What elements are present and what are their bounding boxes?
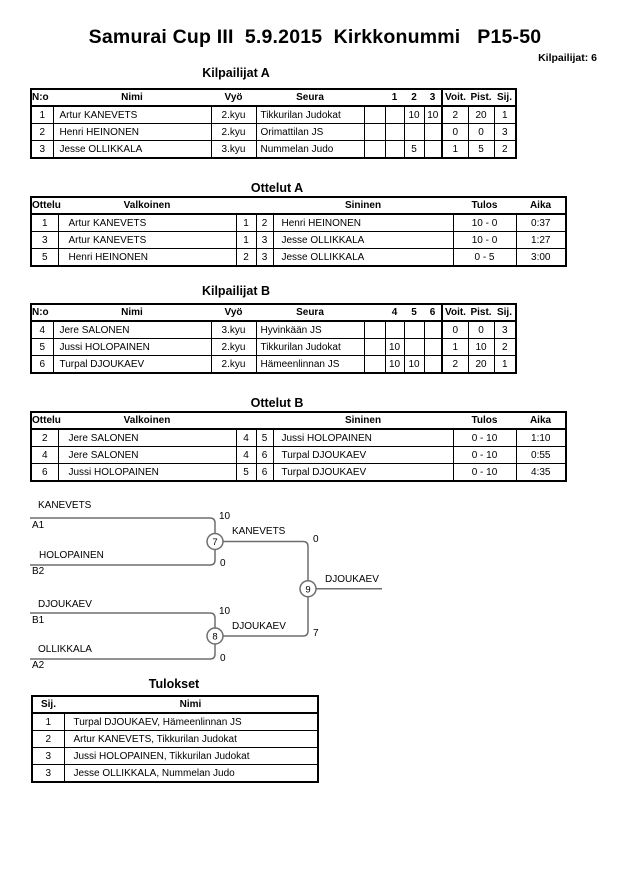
score-vs-1 [385, 124, 404, 141]
col-header-belt: Vyö [211, 89, 256, 106]
col-header-spacer [364, 304, 385, 321]
score-vs-6 [424, 321, 442, 339]
match-result: 0 - 10 [453, 429, 516, 447]
competitor-belt: 2.kyu [211, 106, 256, 124]
match-row [31, 464, 566, 482]
match-result: 0 - 5 [453, 249, 516, 267]
table-header-row [31, 89, 516, 106]
competitor-belt: 3.kyu [211, 321, 256, 339]
section-title-matches-a: Ottelut A [250, 181, 304, 195]
col-header-opponent-5: 5 [404, 304, 424, 321]
wins-cell: 2 [442, 356, 468, 374]
match-number: 5 [31, 249, 58, 267]
white-number: 4 [236, 447, 256, 464]
place-cell: 3 [494, 124, 516, 141]
competitor-name: Jussi HOLOPAINEN [53, 339, 211, 356]
match-8-number: 8 [212, 631, 218, 643]
score-vs-2: 5 [404, 141, 424, 159]
match-result: 0 - 10 [453, 464, 516, 482]
score-vs-1 [385, 106, 404, 124]
col-header-points: Pist. [468, 89, 494, 106]
white-competitor: Jere SALONEN [58, 447, 236, 464]
competitor-name: Jere SALONEN [53, 321, 211, 339]
white-number: 1 [236, 214, 256, 232]
result-row [32, 713, 318, 731]
white-number: 5 [236, 464, 256, 482]
competitor-count-label: Kilpailijat: 6 [538, 52, 597, 64]
white-number: 1 [236, 232, 256, 249]
white-competitor: Artur KANEVETS [58, 214, 236, 232]
col-header-place: Sij. [32, 696, 64, 713]
bracket-score: 10 [219, 606, 231, 617]
bracket-seed-label: B1 [32, 615, 45, 626]
col-header-club: Seura [256, 89, 364, 106]
match-time: 1:27 [516, 232, 566, 249]
spacer-cell [364, 141, 385, 159]
white-competitor: Jere SALONEN [58, 429, 236, 447]
col-header-white: Valkoinen [58, 412, 236, 429]
match-number: 2 [31, 429, 58, 447]
col-header-opponent-3: 3 [424, 89, 442, 106]
pool-a-table [30, 88, 517, 159]
score-vs-5: 10 [404, 356, 424, 374]
col-header-club: Seura [256, 304, 364, 321]
col-header-result: Tulos [453, 412, 516, 429]
competitor-row [31, 141, 516, 159]
place-cell: 1 [494, 356, 516, 374]
white-competitor: Henri HEINONEN [58, 249, 236, 267]
wins-cell: 1 [442, 339, 468, 356]
competitor-row [31, 321, 516, 339]
results-table [31, 695, 319, 783]
match-number: 1 [31, 214, 58, 232]
result-name: Jussi HOLOPAINEN, Tikkurilan Judokat [64, 748, 318, 765]
white-competitor: Artur KANEVETS [58, 232, 236, 249]
col-header-match: Ottelu [31, 197, 58, 214]
col-header-wins: Voit. [442, 304, 468, 321]
col-header-belt: Vyö [211, 304, 256, 321]
competitor-club: Hyvinkään JS [256, 321, 364, 339]
match-result: 10 - 0 [453, 232, 516, 249]
col-header-number: N:o [31, 89, 53, 106]
spacer-cell [364, 339, 385, 356]
points-cell: 0 [468, 124, 494, 141]
competitor-club: Hämeenlinnan JS [256, 356, 364, 374]
competitor-number: 4 [31, 321, 53, 339]
competitor-number: 2 [31, 124, 53, 141]
match-time: 0:37 [516, 214, 566, 232]
spacer-cell [364, 356, 385, 374]
result-row [32, 731, 318, 748]
table-header-row [31, 412, 566, 429]
bracket-winner-label: DJOUKAEV [232, 621, 286, 632]
blue-competitor: Turpal DJOUKAEV [273, 464, 453, 482]
score-vs-3 [424, 124, 442, 141]
competitor-row [31, 106, 516, 124]
match-time: 3:00 [516, 249, 566, 267]
blue-competitor: Jesse OLLIKKALA [273, 232, 453, 249]
col-header-number: N:o [31, 304, 53, 321]
blue-number: 5 [256, 429, 273, 447]
blue-number: 3 [256, 249, 273, 267]
blue-competitor: Turpal DJOUKAEV [273, 447, 453, 464]
bracket-winner-label: KANEVETS [232, 526, 286, 537]
score-vs-3: 10 [424, 106, 442, 124]
competitor-row [31, 356, 516, 374]
competitor-number: 6 [31, 356, 53, 374]
points-cell: 0 [468, 321, 494, 339]
match-number: 3 [31, 232, 58, 249]
score-vs-5 [404, 339, 424, 356]
match-time: 1:10 [516, 429, 566, 447]
competitor-club: Tikkurilan Judokat [256, 339, 364, 356]
matches-a-table [30, 196, 567, 267]
bracket-score: 10 [219, 511, 231, 522]
place-cell: 2 [494, 141, 516, 159]
col-header-blue-no [256, 197, 273, 214]
blue-number: 3 [256, 232, 273, 249]
score-vs-3 [424, 141, 442, 159]
bracket-champion-label: DJOUKAEV [325, 574, 379, 585]
blue-number: 6 [256, 464, 273, 482]
spacer-cell [364, 124, 385, 141]
competitor-belt: 2.kyu [211, 356, 256, 374]
col-header-name: Nimi [53, 89, 211, 106]
col-header-white-no [236, 197, 256, 214]
competitor-club: Tikkurilan Judokat [256, 106, 364, 124]
col-header-place: Sij. [494, 304, 516, 321]
competitor-number: 5 [31, 339, 53, 356]
table-header-row [31, 197, 566, 214]
page-title: Samurai Cup III 5.9.2015 Kirkkonummi P15-50 [88, 26, 542, 48]
wins-cell: 1 [442, 141, 468, 159]
competitor-belt: 3.kyu [211, 141, 256, 159]
result-row [32, 765, 318, 783]
match-result: 0 - 10 [453, 447, 516, 464]
table-header-row [31, 304, 516, 321]
col-header-white-no [236, 412, 256, 429]
col-header-name: Nimi [64, 696, 318, 713]
white-number: 2 [236, 249, 256, 267]
result-name: Turpal DJOUKAEV, Hämeenlinnan JS [64, 713, 318, 731]
result-place: 3 [32, 765, 64, 783]
competitor-name: Jesse OLLIKKALA [53, 141, 211, 159]
blue-number: 2 [256, 214, 273, 232]
match-time: 0:55 [516, 447, 566, 464]
blue-competitor: Henri HEINONEN [273, 214, 453, 232]
matches-b-table [30, 411, 567, 482]
col-header-time: Aika [516, 197, 566, 214]
section-title-matches-b: Ottelut B [250, 396, 304, 410]
col-header-place: Sij. [494, 89, 516, 106]
match-9-number: 9 [305, 584, 311, 596]
points-cell: 10 [468, 339, 494, 356]
bracket-competitor-label: DJOUKAEV [38, 599, 92, 610]
place-cell: 1 [494, 106, 516, 124]
match-row [31, 249, 566, 267]
section-title-pool-b: Kilpailijat B [201, 284, 271, 298]
col-header-name: Nimi [53, 304, 211, 321]
match-number: 4 [31, 447, 58, 464]
col-header-opponent-1: 1 [385, 89, 404, 106]
bracket-score: 7 [313, 628, 319, 639]
section-title-results: Tulokset [148, 677, 200, 691]
spacer-cell [364, 321, 385, 339]
col-header-time: Aika [516, 412, 566, 429]
col-header-wins: Voit. [442, 89, 468, 106]
score-vs-1 [385, 141, 404, 159]
result-name: Artur KANEVETS, Tikkurilan Judokat [64, 731, 318, 748]
bracket-seed-label: B2 [32, 566, 45, 577]
result-place: 2 [32, 731, 64, 748]
bracket-seed-label: A1 [32, 520, 45, 531]
col-header-spacer [364, 89, 385, 106]
wins-cell: 0 [442, 321, 468, 339]
col-header-result: Tulos [453, 197, 516, 214]
wins-cell: 0 [442, 124, 468, 141]
competitor-row [31, 339, 516, 356]
place-cell: 2 [494, 339, 516, 356]
competitor-club: Orimattilan JS [256, 124, 364, 141]
col-header-opponent-2: 2 [404, 89, 424, 106]
score-vs-4: 10 [385, 356, 404, 374]
pool-b-table [30, 303, 517, 374]
bracket-score: 0 [220, 558, 226, 569]
competitor-number: 3 [31, 141, 53, 159]
match-row [31, 232, 566, 249]
col-header-match: Ottelu [31, 412, 58, 429]
elimination-bracket [25, 495, 410, 680]
col-header-white: Valkoinen [58, 197, 236, 214]
competitor-name: Henri HEINONEN [53, 124, 211, 141]
competitor-name: Artur KANEVETS [53, 106, 211, 124]
score-vs-2: 10 [404, 106, 424, 124]
col-header-opponent-6: 6 [424, 304, 442, 321]
bracket-competitor-label: HOLOPAINEN [39, 550, 104, 561]
table-header-row [32, 696, 318, 713]
result-place: 1 [32, 713, 64, 731]
competitor-name: Turpal DJOUKAEV [53, 356, 211, 374]
match-7-number: 7 [212, 537, 218, 548]
bracket-competitor-label: OLLIKKALA [38, 644, 92, 655]
score-vs-5 [404, 321, 424, 339]
col-header-blue: Sininen [273, 412, 453, 429]
competitor-row [31, 124, 516, 141]
section-title-pool-a: Kilpailijat A [202, 66, 270, 80]
score-vs-6 [424, 339, 442, 356]
match-row [31, 429, 566, 447]
blue-number: 6 [256, 447, 273, 464]
match-number: 6 [31, 464, 58, 482]
score-vs-4 [385, 321, 404, 339]
points-cell: 5 [468, 141, 494, 159]
result-name: Jesse OLLIKKALA, Nummelan Judo [64, 765, 318, 783]
bracket-score: 0 [313, 534, 319, 545]
white-competitor: Jussi HOLOPAINEN [58, 464, 236, 482]
competitor-number: 1 [31, 106, 53, 124]
score-vs-6 [424, 356, 442, 374]
place-cell: 3 [494, 321, 516, 339]
wins-cell: 2 [442, 106, 468, 124]
col-header-blue: Sininen [273, 197, 453, 214]
bracket-competitor-label: KANEVETS [38, 500, 92, 511]
competitor-club: Nummelan Judo [256, 141, 364, 159]
col-header-blue-no [256, 412, 273, 429]
competitor-belt: 2.kyu [211, 339, 256, 356]
blue-competitor: Jesse OLLIKKALA [273, 249, 453, 267]
white-number: 4 [236, 429, 256, 447]
score-vs-4: 10 [385, 339, 404, 356]
score-vs-2 [404, 124, 424, 141]
col-header-points: Pist. [468, 304, 494, 321]
match-row [31, 214, 566, 232]
result-place: 3 [32, 748, 64, 765]
points-cell: 20 [468, 106, 494, 124]
match-row [31, 447, 566, 464]
col-header-opponent-4: 4 [385, 304, 404, 321]
match-time: 4:35 [516, 464, 566, 482]
blue-competitor: Jussi HOLOPAINEN [273, 429, 453, 447]
spacer-cell [364, 106, 385, 124]
bracket-score: 0 [220, 653, 226, 664]
bracket-seed-label: A2 [32, 660, 45, 671]
match-result: 10 - 0 [453, 214, 516, 232]
competitor-belt: 2.kyu [211, 124, 256, 141]
points-cell: 20 [468, 356, 494, 374]
result-row [32, 748, 318, 765]
